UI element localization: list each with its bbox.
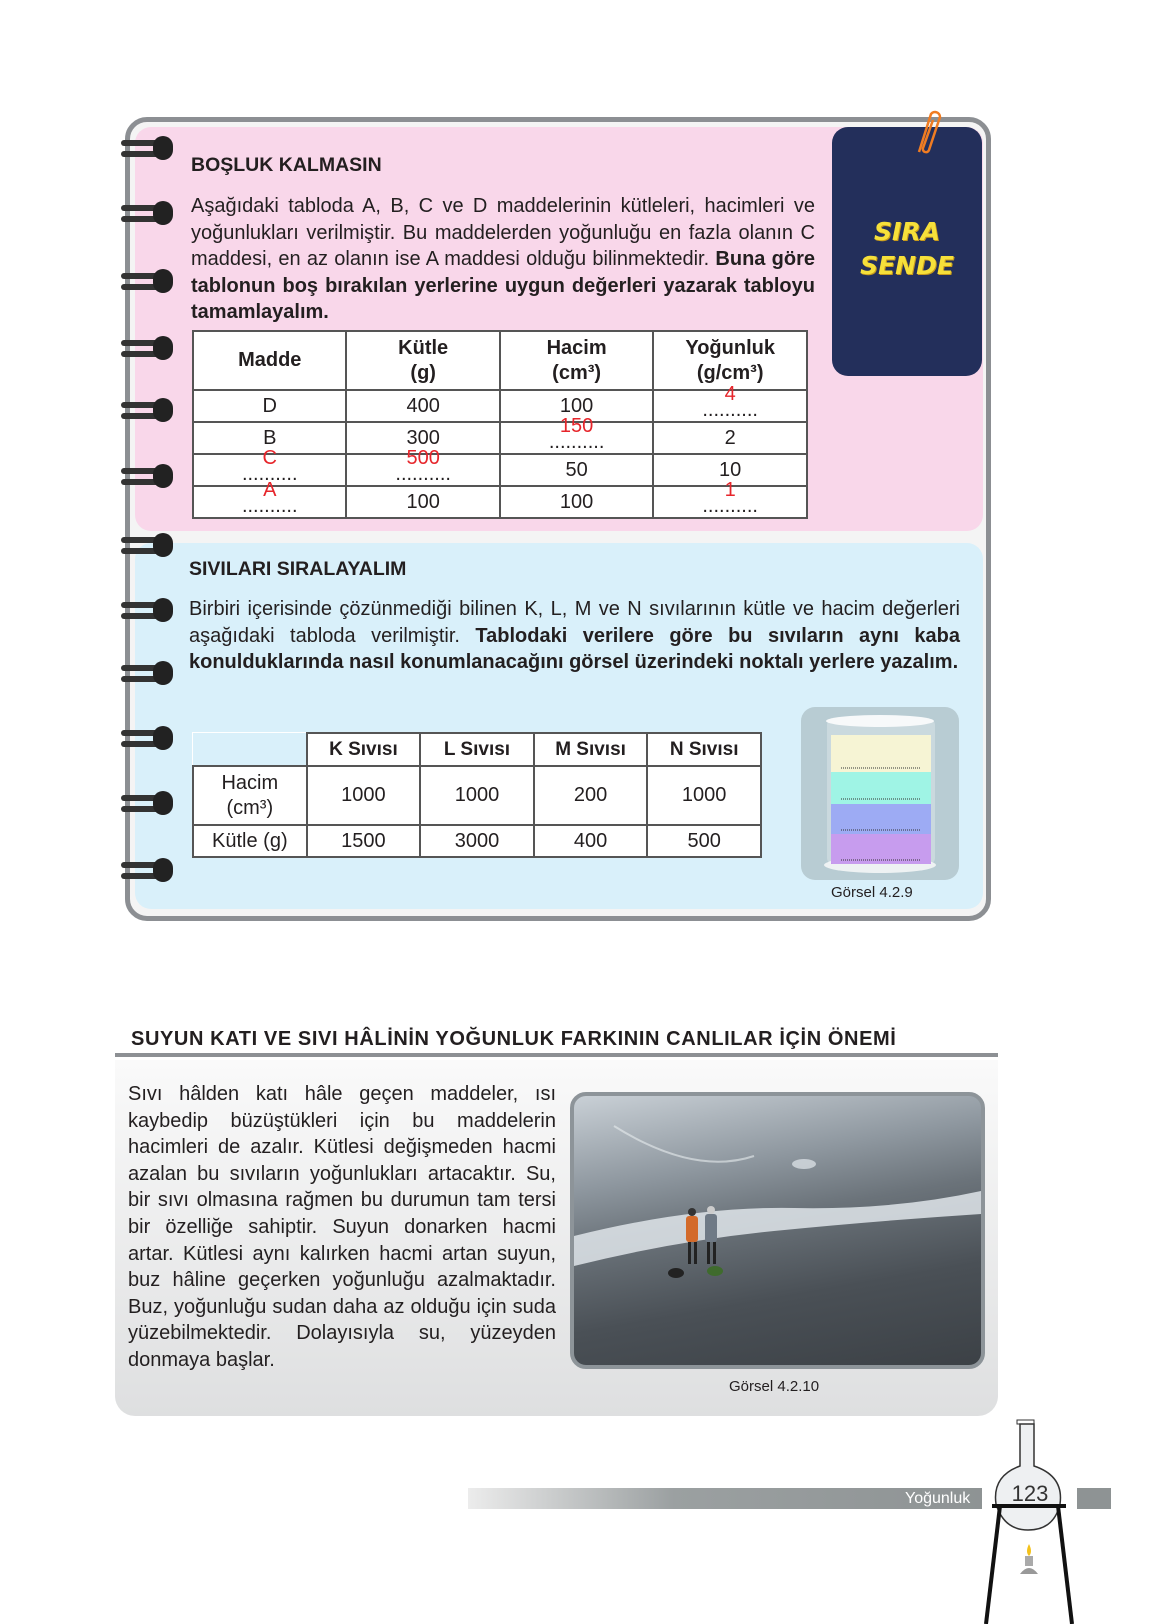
section-paragraph: Aşağıdaki tabloda A, B, C ve D maddelerinin kütleleri, hacimleri ve yoğunlukları verilmiştir. Bu maddelerden yoğunluğu en fazla olanın C maddesi, en az olanın ise A maddesi olduğu bilinmektedir. Buna göre tablonun boş bırakılan yerlerine uygun değerleri yazarak tabloyu tamamlayalım. [191, 195, 816, 323]
chapter-name: Yoğunluk [905, 1490, 971, 1507]
table-cell: 10 [653, 454, 807, 486]
flask-on-stand-icon [980, 1418, 1080, 1624]
ice-scene [574, 1096, 981, 1365]
table-cell: 100 [500, 390, 653, 422]
heading-underline [115, 1053, 998, 1057]
spiral-ring [121, 660, 173, 686]
answer-text: 1 [724, 479, 736, 501]
spiral-ring [121, 200, 173, 226]
figure-caption: Görsel 4.2.10 [729, 1378, 820, 1395]
paper-clip-icon [915, 104, 945, 156]
table-cell: 400 [346, 390, 499, 422]
answer-text: 4 [724, 383, 736, 405]
section-paragraph: Birbiri içerisinde çözünmediği bilinen K, L, M ve N sıvılarının kütle ve hacim değerleri aşağıdaki tabloda verilmiştir. Tablodaki verilere göre bu sıvıların aynı kaba konulduklarında nasıl konumlanacağını görsel üzerindeki noktalı yerlere yazalım. [189, 598, 961, 673]
table-cell: .......... 500 [346, 454, 499, 486]
table-cell: .......... 150 [500, 422, 653, 454]
table-cell: 3000 [420, 825, 534, 857]
frozen-lake-photo [570, 1092, 985, 1369]
table-cell: 500 [647, 825, 761, 857]
footer-bar-end [1077, 1488, 1111, 1509]
column-header: Yoğunluk (g/cm³) [653, 331, 807, 390]
column-header: L Sıvısı [420, 733, 534, 766]
table-cell: 100 [500, 486, 653, 518]
table-cell: 50 [500, 454, 653, 486]
table-cell: B [193, 422, 346, 454]
beaker-image [801, 707, 959, 880]
spiral-ring [121, 790, 173, 816]
row-label: Kütle (g) [193, 825, 307, 857]
column-header: N Sıvısı [647, 733, 761, 766]
table-cell: .......... 4 [653, 390, 807, 422]
table-row [193, 486, 807, 518]
spiral-ring [121, 135, 173, 161]
spiral-ring [121, 857, 173, 883]
table-cell: .......... A [193, 486, 346, 518]
table-header-row [193, 331, 807, 390]
spiral-ring [121, 532, 173, 558]
column-header: Hacim (cm³) [500, 331, 653, 390]
column-header: K Sıvısı [307, 733, 421, 766]
spiral-ring [121, 463, 173, 489]
table-cell: 1000 [307, 766, 421, 825]
figure-caption: Görsel 4.2.9 [831, 884, 913, 901]
section-heading: SUYUN KATI VE SIVI HÂLİNİN YOĞUNLUK FARKININ CANLILAR İÇİN ÖNEMİ [131, 1028, 897, 1050]
table-cell: 2 [653, 422, 807, 454]
table-header-row [193, 733, 761, 766]
spiral-ring [121, 597, 173, 623]
sira-sende-text: SIRA SENDE [860, 217, 954, 280]
answer-text: 500 [406, 447, 440, 469]
answer-text: C [262, 447, 277, 469]
spiral-ring [121, 268, 173, 294]
section-title: BOŞLUK KALMASIN [191, 154, 382, 176]
row-label: Hacim (cm³) [193, 766, 307, 825]
table-cell: 400 [534, 825, 648, 857]
table-cell: 100 [346, 486, 499, 518]
table-cell: 1500 [307, 825, 421, 857]
spiral-ring [121, 335, 173, 361]
answer-text: A [263, 479, 277, 501]
table-row [193, 825, 761, 857]
table-cell: 1000 [420, 766, 534, 825]
table-cell: 300 [346, 422, 499, 454]
liquids-table [192, 732, 762, 858]
density-table [192, 330, 808, 519]
page-number: 123 [1011, 1481, 1049, 1506]
body-paragraph: Sıvı hâlden katı hâle geçen maddeler, ısı kaybedip büzüştükleri için bu maddelerin hacimleri de azalır. Kütlesi değişmeden hacmi azalan bu sıvıların yoğunlukları artacaktır. Su, bir sıvı olmasına rağmen bu durumun tam tersi bir özelliğe sahiptir. Suyun donarken hacmi artar. Kütlesi aynı kalırken hacmi artan suyun, buz hâline geçerken yoğunluğu azalmaktadır. Buz, yoğunluğu sudan daha az olduğu için suda yüzebilmektedir. Dolayısıyla su, yüzeyden donmaya başlar. [128, 1083, 556, 1371]
spiral-ring [121, 725, 173, 751]
column-header: M Sıvısı [534, 733, 648, 766]
section-title: SIVILARI SIRALAYALIM [189, 558, 407, 580]
column-header: Madde [193, 331, 346, 390]
table-row [193, 766, 761, 825]
answer-text: 150 [559, 415, 594, 437]
table-cell: D [193, 390, 346, 422]
spiral-ring [121, 397, 173, 423]
table-cell: .......... 1 [653, 486, 807, 518]
table-cell: 200 [534, 766, 648, 825]
table-cell: 1000 [647, 766, 761, 825]
beaker-illustration [801, 707, 959, 880]
column-header: Kütle (g) [346, 331, 499, 390]
table-cell: .......... C [193, 454, 346, 486]
